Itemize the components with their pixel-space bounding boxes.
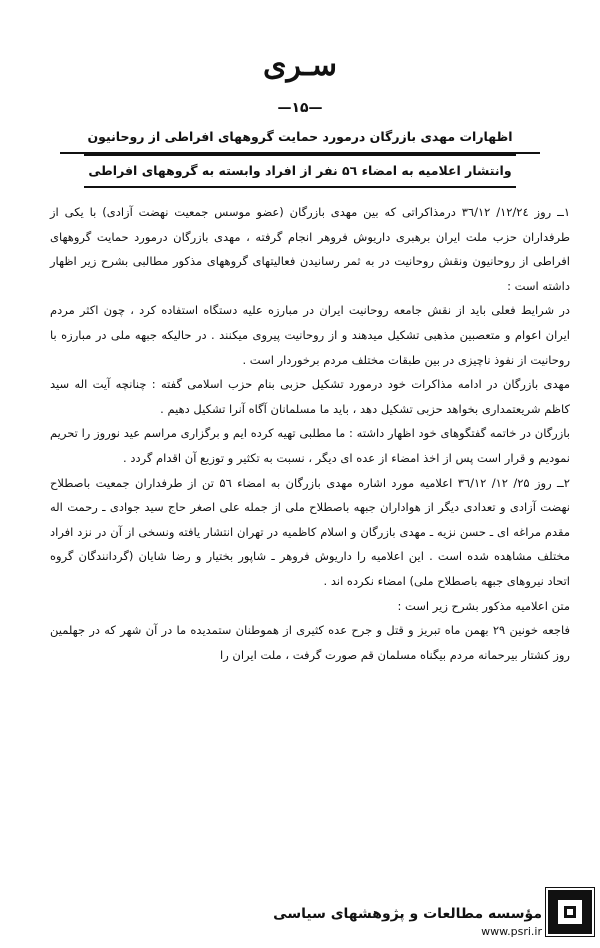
paragraph: متن اعلامیه مذکور بشرح زیر است : bbox=[397, 598, 570, 613]
institute-logo-icon bbox=[546, 888, 594, 936]
institute-name: مؤسسه مطالعات و پژوهشهای سیاسی bbox=[273, 906, 542, 922]
publisher-watermark bbox=[0, 878, 600, 948]
paragraph: بازرگان در خاتمه گفتگوهای خود اظهار داشته : ما مطلبی تهیه کرده ایم و برگزاری مراسم عید نوروز را تحریم نمودیم و قرار است پس از اخذ امضاء از عده ای دیگر ، نسبت به تکثیر و توزیع آن اقدام گردد . bbox=[50, 426, 570, 465]
paragraph: ۲ــ روز ۲۵/ ۱۲/ ۳٦/۱۲ اعلامیه مورد اشاره مهدی بازرگان به امضاء ۵٦ تن از طرفداران جمعیت باصطلاح نهضت آزادی و تعدادی دیگر از هواداران جبهه باصطلاح ملی از جمله علی اصغر حاج سید جوادی ـ رحمت اله مقدم مراغه ای ـ حسن نزیه ـ مهدی بازرگان و اسلام کاظمیه در تهران انتشار یافته ونسخی از آن در نزد افراد مختلف مشاهده شده است . این اعلامیه را داریوش فروهر ـ شاپور بختیار و رضا شایان (گردانندگان گروه اتحاد نیروهای جبهه باصطلاح ملی) امضاء نکرده اند . bbox=[50, 475, 570, 588]
classification-text: سـری bbox=[263, 48, 337, 83]
paragraph: فاجعه خونین ۲۹ بهمن ماه تبریز و قتل و جرح عده کثیری از هموطنان ستمدیده ما در آن شهر که در جهلمین روز کشتار بیرحمانه مردم بیگناه مسلمان قم صورت گرفت ، ملت ایران را bbox=[50, 623, 571, 662]
document-body bbox=[50, 200, 570, 667]
heading-line-2: وانتشار اعلامیه به امضاء ۵٦ نفر از افراد وابسته به گروههای افراطی bbox=[84, 154, 515, 188]
institute-website[interactable]: www.psri.ir bbox=[481, 925, 542, 938]
heading-line-1: اظهارات مهدی بازرگان درمورد حمایت گروههای افراطی از روحانیون bbox=[60, 122, 540, 154]
classification-stamp bbox=[0, 48, 600, 83]
paragraph: در شرایط فعلی باید از نقش جامعه روحانیت ایران در مبارزه علیه دستگاه استفاده کرد ، چون اکثر مردم ایران اعوام و متعصبین مذهبی تشکیل میدهند و از روحانیت پیروی میکنند . در حالیکه جبهه ملی در مبارزه با روحانیت از نفوذ ناچیزی در بین طبقات مختلف مردم برخوردار است . bbox=[50, 303, 570, 367]
paragraph: ۱ــ روز ۱۲/۲٤/ ۳٦/۱۲ درمذاکراتی که بین مهدی بازرگان (عضو موسس جمعیت نهضت آزادی) با یکی از طرفداران حزب ملت ایران برهبری داریوش فروهر انجام گرفته ، مهدی بازرگان درمورد حمایت گروههای افراطی از روحانیون ونقش روحانیت در به ثمر رسانیدن فعالیتهای گروههای مذکور مطالبی بشرح زیر اظهار داشته است : bbox=[50, 205, 571, 293]
page-number: —۱۵— bbox=[277, 100, 323, 116]
paragraph: مهدی بازرگان در ادامه مذاکرات خود درمورد تشکیل حزبی بنام حزب اسلامی گفته : چنانچه آیت اله سید کاظم شریعتمداری بخواهد حزبی تشکیل دهد ، باید ما مسلمانان آگاه آنرا تشکیل دهیم . bbox=[50, 377, 570, 416]
document-heading bbox=[60, 122, 540, 188]
